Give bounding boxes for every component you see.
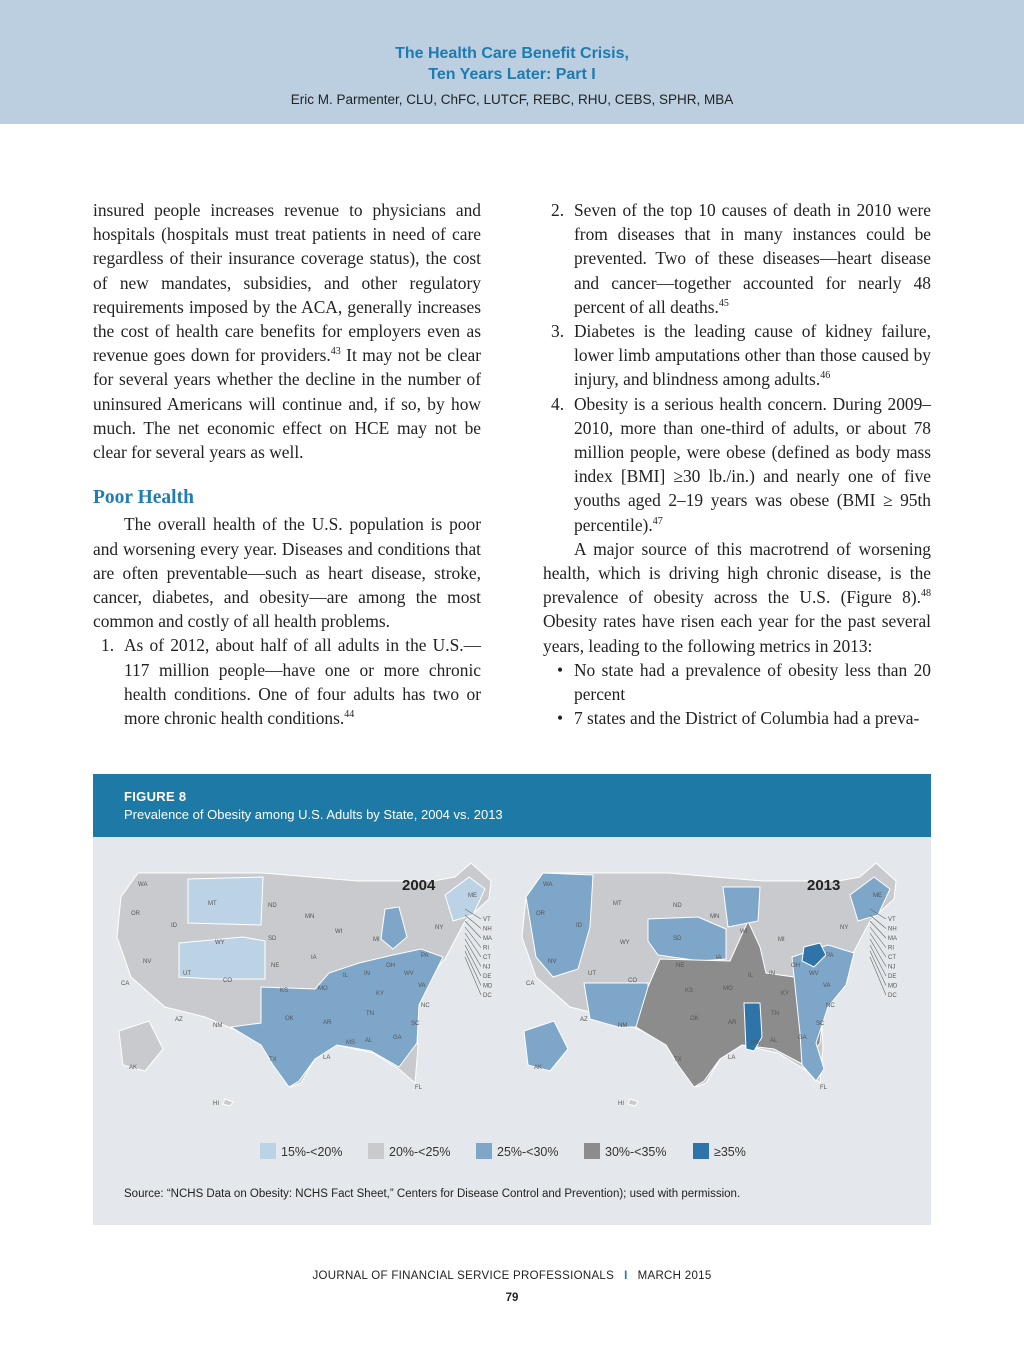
- state-label: SD: [268, 936, 277, 942]
- leader-line: [870, 933, 886, 957]
- state-label: DC: [483, 993, 492, 999]
- state-label: MO: [723, 986, 733, 992]
- state-label: WV: [404, 971, 414, 977]
- state-label: WY: [620, 940, 630, 946]
- map-2013: [522, 863, 898, 1107]
- state-label: NM: [213, 1023, 223, 1029]
- state-label: WI: [740, 929, 748, 935]
- state-label: NJ: [888, 964, 896, 971]
- leader-line: [870, 921, 886, 938]
- state-label: KS: [685, 988, 694, 994]
- state-label: SD: [673, 936, 682, 942]
- paragraph: The overall health of the U.S. population is poor and worsening every year. Diseases and conditions that are often preventable—such as heart disease, stroke, cancer, diabetes, and obesity—are among the most common and costly of all health problems.: [93, 514, 481, 632]
- state-label: UT: [588, 971, 596, 977]
- leader-line: [465, 921, 481, 938]
- state-label: MI: [778, 937, 785, 943]
- state-label: MN: [305, 914, 315, 920]
- state-label: IA: [311, 955, 317, 961]
- footnote-ref: 44: [344, 709, 355, 721]
- state-label: MO: [318, 986, 328, 992]
- legend-swatch: [368, 1143, 384, 1159]
- leader-line: [465, 951, 481, 986]
- state-label: KY: [376, 991, 385, 997]
- leader-line: [870, 945, 886, 976]
- state-label: TN: [366, 1011, 374, 1017]
- header-title-line2: Ten Years Later: Part I: [428, 66, 596, 83]
- state-label: SC: [411, 1021, 420, 1027]
- state-label: HI: [618, 1101, 624, 1107]
- state-label: OH: [386, 963, 395, 969]
- state-label: OK: [690, 1016, 699, 1022]
- state-label: RI: [888, 945, 894, 952]
- state-label: NY: [840, 925, 849, 931]
- state-label: VA: [418, 983, 426, 989]
- state-label: NH: [483, 926, 492, 933]
- state-label: MA: [888, 936, 897, 942]
- state-label: VT: [888, 917, 896, 923]
- state-label: NC: [421, 1003, 430, 1009]
- state-label: VT: [483, 917, 491, 923]
- state-label: ID: [576, 923, 582, 929]
- state-label: IL: [748, 973, 754, 979]
- state-label: WV: [809, 971, 819, 977]
- state-label: CT: [483, 955, 491, 961]
- state-label: OR: [536, 911, 545, 917]
- state-label: AZ: [175, 1017, 183, 1023]
- map-2004: [117, 863, 493, 1107]
- state-label: WY: [215, 940, 225, 946]
- legend-swatch: [476, 1143, 492, 1159]
- figure-source: Source: “NCHS Data on Obesity: NCHS Fact Sheet,” Centers for Disease Control and Prevention); used with permission.: [124, 1188, 741, 1200]
- state-label: AK: [534, 1065, 543, 1071]
- state-label: FL: [415, 1085, 423, 1091]
- state-label: AL: [365, 1038, 373, 1044]
- header-title-line1: The Health Care Benefit Crisis,: [395, 45, 629, 62]
- leader-line: [465, 945, 481, 976]
- state-label: MA: [483, 936, 492, 942]
- state-label: GA: [393, 1035, 402, 1041]
- state-label: IA: [716, 955, 722, 961]
- region-east-2013: [792, 945, 854, 1081]
- footnote-ref: 43: [330, 346, 341, 358]
- figure-caption: Prevalence of Obesity among U.S. Adults by State, 2004 vs. 2013: [124, 807, 503, 822]
- state-label: KS: [280, 988, 289, 994]
- state-label: ME: [468, 893, 477, 899]
- journal-name: JOURNAL OF FINANCIAL SERVICE PROFESSIONALS: [312, 1270, 615, 1282]
- state-label: DE: [888, 974, 897, 980]
- state-label: NE: [676, 963, 685, 969]
- state-label: NM: [618, 1023, 628, 1029]
- state-label: HI: [213, 1101, 219, 1107]
- leader-line: [870, 927, 886, 948]
- state-label: TX: [269, 1057, 277, 1063]
- state-label: CO: [628, 978, 637, 984]
- state-label: OH: [791, 963, 800, 969]
- state-label: PA: [826, 953, 834, 959]
- state-label: OK: [285, 1016, 294, 1022]
- state-label: AR: [323, 1020, 332, 1026]
- state-label: IN: [769, 971, 775, 977]
- footnote-ref: 47: [652, 515, 663, 527]
- issue-date: MARCH 2015: [637, 1270, 712, 1282]
- state-label: DE: [483, 974, 492, 980]
- state-label: SC: [816, 1021, 825, 1027]
- state-label: TN: [771, 1011, 779, 1017]
- state-label: AL: [770, 1038, 778, 1044]
- state-label: MN: [710, 914, 720, 920]
- state-label: MI: [373, 937, 380, 943]
- state-label: ME: [873, 893, 882, 899]
- state-label: GA: [798, 1035, 807, 1041]
- figure-8: [93, 774, 931, 1225]
- footnote-ref: 45: [718, 298, 729, 310]
- state-label: PA: [421, 953, 429, 959]
- alaska-2013: [524, 1021, 568, 1071]
- leader-line: [870, 951, 886, 986]
- left-column: [93, 198, 481, 730]
- state-label: ND: [268, 903, 277, 909]
- leader-line: [465, 915, 481, 929]
- state-label: CO: [223, 978, 232, 984]
- state-label: NV: [143, 959, 152, 965]
- obesity-maps: [93, 837, 931, 1137]
- state-label: CA: [526, 981, 535, 987]
- state-label: OR: [131, 911, 140, 917]
- state-label: UT: [183, 971, 191, 977]
- state-label: WA: [543, 882, 553, 888]
- state-label: MS: [751, 1040, 760, 1046]
- state-label: MD: [483, 983, 493, 990]
- map-legend: 15%-<20% 20%-<25% 25%-<30% 30%-<35% ≥35%: [93, 1143, 931, 1161]
- list-item: 4. Obesity is a serious health concern. During 2009–2010, more than one-third of adults, or about 78 million people, were obese (defined as body mass index [BMI] ≥30 lb./in.) and nearly one of five youths aged 2–19 years was obese (BMI ≥ 95th percentile).$^{47}$: [551, 393, 931, 535]
- map-2004-year: 2004: [402, 877, 436, 894]
- state-label: WI: [335, 929, 343, 935]
- state-label: ND: [673, 903, 682, 909]
- state-label: IL: [343, 973, 349, 979]
- footnote-ref: 48: [921, 588, 931, 600]
- state-label: NH: [888, 926, 897, 933]
- list-item: 1. As of 2012, about half of all adults in the U.S.—117 million people—have one or more chronic health conditions. One of four adults has two or more chronic health conditions.$^{44}$: [101, 635, 481, 729]
- state-label: NV: [548, 959, 557, 965]
- running-footer: [0, 1270, 1024, 1282]
- region-northwest-2004: [188, 877, 263, 925]
- state-label: IN: [364, 971, 370, 977]
- bullet-icon: •: [557, 708, 564, 729]
- region-midwest-2013: [723, 887, 760, 927]
- section-heading: Poor Health: [93, 487, 194, 509]
- footnote-ref: 46: [820, 370, 831, 382]
- hawaii-2013: [628, 1099, 638, 1106]
- state-label: RI: [483, 945, 489, 952]
- paragraph: A major source of this macrotrend of worsening health, which is driving high chronic disease, is the prevalence of obesity across the U.S. (Figure 8).$^{48}$ Obesity rates have risen each year for the past several years, leading to the following metrics in 2013:: [543, 538, 931, 656]
- state-label: NE: [271, 963, 280, 969]
- running-header: [0, 0, 1024, 124]
- state-label: FL: [820, 1085, 828, 1091]
- figure-header: [93, 774, 931, 837]
- state-label: DC: [888, 993, 897, 999]
- legend-swatch: [693, 1143, 709, 1159]
- bullet-item: • 7 states and the District of Columbia had a preva-: [543, 706, 931, 730]
- northeast-labels-2004: [465, 909, 493, 999]
- state-label: LA: [323, 1055, 331, 1061]
- list-item: 2. Seven of the top 10 causes of death in 2010 were from diseases that in many instances could be prevented. Two of these diseases—heart disease and cancer—together accounted for nearly 48 percent of all deaths.$^{45}$: [551, 200, 931, 317]
- bullet-icon: •: [557, 659, 564, 680]
- leader-line: [465, 927, 481, 948]
- state-label: CT: [888, 955, 896, 961]
- northeast-labels-2013: [870, 909, 898, 999]
- legend-swatch: [260, 1143, 276, 1159]
- right-column: [543, 198, 931, 730]
- state-label: MT: [613, 901, 622, 907]
- state-label: AK: [129, 1065, 138, 1071]
- region-plains-2013: [648, 917, 726, 961]
- state-label: AZ: [580, 1017, 588, 1023]
- alaska-2004: [119, 1021, 163, 1071]
- state-label: VA: [823, 983, 831, 989]
- state-label: NC: [826, 1003, 835, 1009]
- hawaii-2004: [223, 1099, 233, 1106]
- state-label: AR: [728, 1020, 737, 1026]
- legend-swatch: [584, 1143, 600, 1159]
- state-label: NY: [435, 925, 444, 931]
- paragraph: insured people increases revenue to physicians and hospitals (hospitals must treat patients in need of care regardless of their insurance coverage status), the cost of new mandates, subsidies, and other regulatory requirements imposed by the ACA, generally increases the cost of health care benefits for employers even as revenue goes down for providers.$^{43}$ It may not be clear for several years whether the decline in the number of uninsured Americans will continue and, if so, by how much. The net economic effect on HCE may not be clear for several years as well.: [93, 200, 482, 463]
- map-2013-year: 2013: [807, 877, 841, 894]
- state-label: NJ: [483, 964, 491, 971]
- state-label: ID: [171, 923, 177, 929]
- bullet-item: • No state had a prevalence of obesity less than 20 percent: [557, 659, 931, 705]
- state-label: MT: [208, 901, 217, 907]
- state-label: WA: [138, 882, 148, 888]
- state-label: MD: [888, 983, 898, 990]
- state-label: KY: [781, 991, 790, 997]
- leader-line: [465, 933, 481, 957]
- figure-label: FIGURE 8: [124, 789, 187, 804]
- state-label: TX: [674, 1057, 682, 1063]
- header-author: Eric M. Parmenter, CLU, ChFC, LUTCF, REBC, RHU, CEBS, SPHR, MBA: [290, 92, 734, 107]
- state-label: CA: [121, 981, 130, 987]
- state-label: LA: [728, 1055, 736, 1061]
- page-number: 79: [505, 1292, 519, 1304]
- list-item: 3. Diabetes is the leading cause of kidney failure, lower limb amputations other than those caused by injury, and blindness among adults.$^{46}$: [551, 321, 931, 390]
- leader-line: [870, 915, 886, 929]
- footer-separator: I: [624, 1270, 628, 1282]
- state-label: MS: [346, 1040, 355, 1046]
